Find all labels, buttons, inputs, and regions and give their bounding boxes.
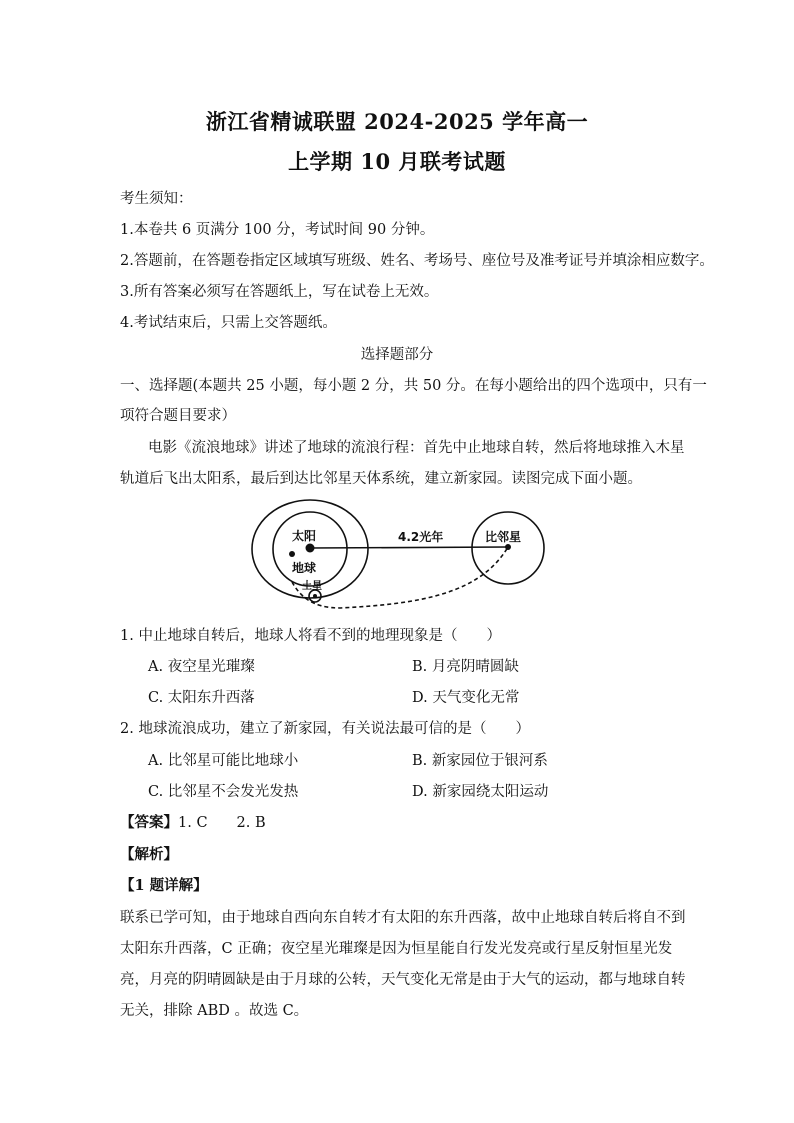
saturn-label: 土星: [302, 581, 322, 592]
section-heading: 选择题部分: [360, 347, 434, 363]
notice-heading: 考生须知：: [120, 191, 193, 207]
analysis-line2: 太阳东升西落，C 正确；夜空星光璀璨是因为恒星能自行发光发亮或行星反射恒星光发: [120, 941, 673, 957]
saturn-dot: [313, 594, 317, 598]
q1-option-c: C. 太阳东升西落: [148, 690, 255, 706]
q2-option-c: C. 比邻星不会发光发热: [148, 784, 299, 800]
notice-item-3: 3.所有答案必须写在答题纸上，写在试卷上无效。: [120, 284, 439, 300]
section-instruction-line1: 一、选择题(本题共 25 小题，每小题 2 分，共 50 分。在每小题给出的四个选项中，只有一: [120, 378, 707, 394]
analysis-line3: 亮，月亮的阴晴圆缺是由于月球的公转，天气变化无常是由于大气的运动，都与地球自转: [120, 972, 686, 988]
passage-line1: 电影《流浪地球》讲述了地球的流浪行程：首先中止地球自转，然后将地球推入木星: [148, 440, 685, 456]
solar-system-figure: [240, 496, 560, 614]
exam-title-line2: 上学期 10 月联考试题: [288, 149, 506, 174]
q1-option-a: A. 夜空星光璀璨: [148, 659, 255, 675]
travel-path: [292, 547, 508, 608]
q2-option-a: A. 比邻星可能比地球小: [148, 753, 299, 769]
notice-item-2: 2.答题前，在答题卷指定区域填写班级、姓名、考场号、座位号及准考证号并填涂相应数字。: [120, 253, 714, 269]
earth-label: 地球: [292, 561, 317, 575]
analysis-label: 【解析】: [120, 846, 178, 863]
distance-line: [310, 547, 508, 548]
notice-item-1: 1.本卷共 6 页满分 100 分，考试时间 90 分钟。: [120, 222, 435, 238]
answer-label: 【答案】: [120, 814, 178, 831]
answer-line: [120, 811, 266, 832]
distance-label: 4.2光年: [398, 530, 444, 544]
section-instruction-line2: 项符合题目要求）: [120, 408, 236, 424]
q1-analysis-label: 【1 题详解】: [120, 877, 208, 894]
question-2-stem: 2. 地球流浪成功，建立了新家园，有关说法最可信的是（ ）: [120, 721, 530, 737]
q1-option-b: B. 月亮阴晴圆缺: [412, 659, 519, 675]
q2-option-d: D. 新家园绕太阳运动: [412, 784, 549, 800]
sun-label: 太阳: [292, 529, 317, 543]
passage-line2: 轨道后飞出太阳系，最后到达比邻星天体系统，建立新家园。读图完成下面小题。: [120, 471, 642, 487]
sun-dot: [306, 544, 315, 553]
exam-title-line1: 浙江省精诚联盟 2024-2025 学年高一: [205, 109, 589, 134]
proxima-dot: [505, 544, 511, 550]
q1-option-d: D. 天气变化无常: [412, 690, 520, 706]
notice-item-4: 4.考试结束后，只需上交答题纸。: [120, 315, 337, 331]
analysis-line4: 无关，排除 ABD 。故选 C。: [120, 1003, 309, 1019]
question-1-stem: 1. 中止地球自转后，地球人将看不到的地理现象是（ ）: [120, 628, 501, 644]
answer-text: 1. C 2. B: [178, 815, 266, 831]
analysis-line1: 联系已学可知，由于地球自西向东自转才有太阳的东升西落，故中止地球自转后将自不到: [120, 910, 686, 926]
q2-option-b: B. 新家园位于银河系: [412, 753, 548, 769]
proxima-label: 比邻星: [485, 530, 522, 544]
earth-dot: [289, 551, 295, 557]
